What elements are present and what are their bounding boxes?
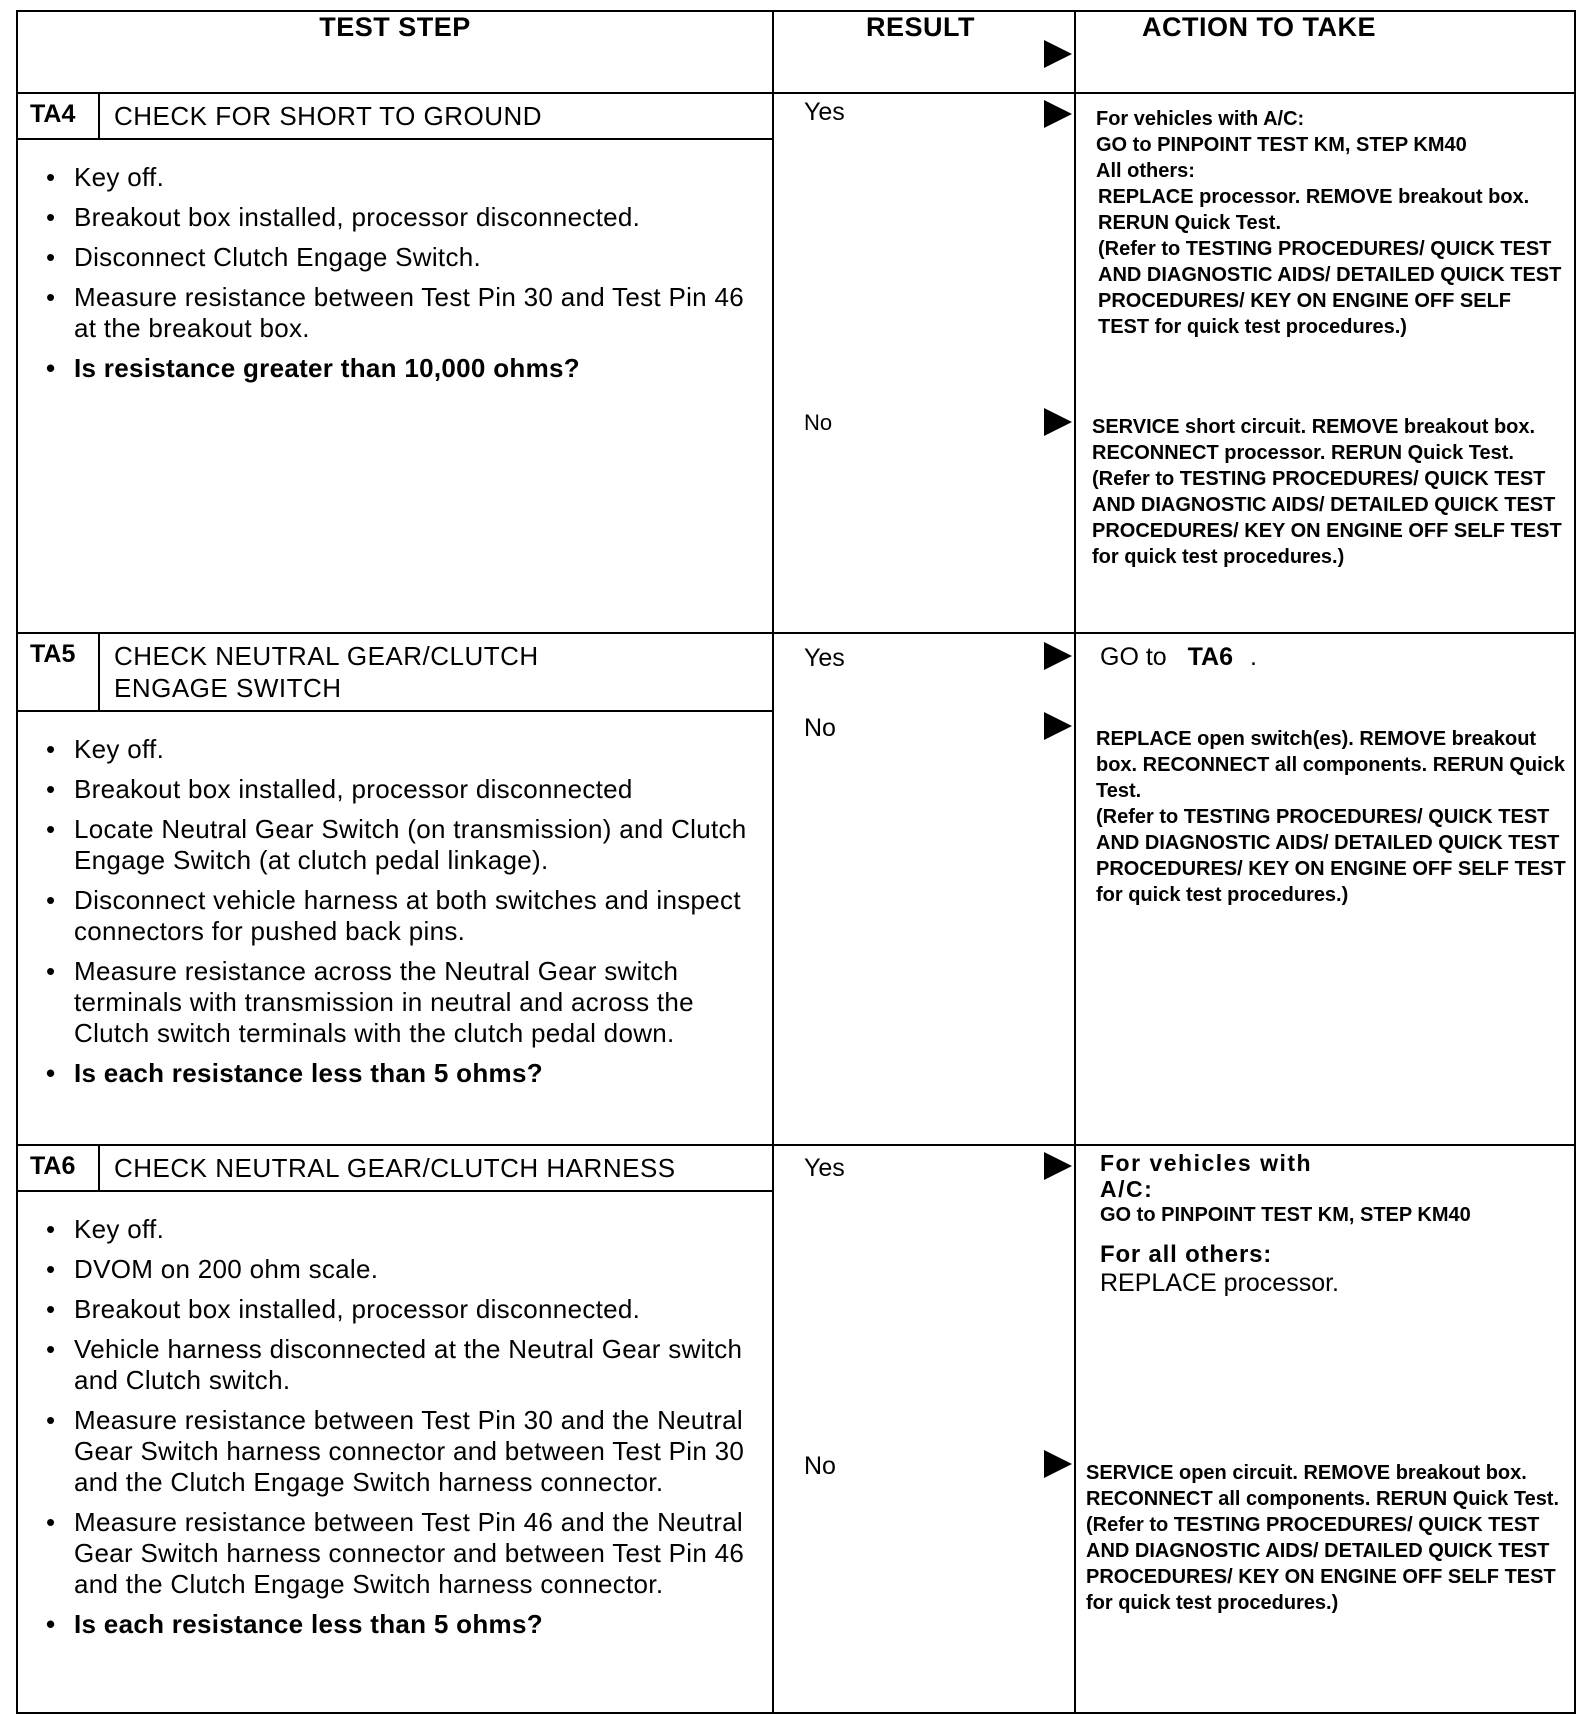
ta4-yes-label: Yes: [804, 98, 845, 126]
ta6-bullet-5: • Measure resistance between Test Pin 30 and the Neutral Gear Switch harness connector and between Test Pin 30 and the Clutch Engage Switch harness connector.: [46, 1405, 748, 1498]
ta6-bullet-2: • DVOM on 200 ohm scale.: [46, 1254, 748, 1285]
ta4-no-action-line-1: SERVICE short circuit. REMOVE breakout box. RECONNECT processor. RERUN Quick Test.: [1092, 416, 1536, 464]
ta4-question: • Is resistance greater than 10,000 ohms?: [46, 353, 748, 384]
ta4-no-label: No: [804, 410, 833, 435]
ta4-yes-action-line-2: GO to PINPOINT TEST KM, STEP KM40: [1096, 134, 1467, 156]
ta6-yes-action-line-4: REPLACE processor.: [1100, 1269, 1339, 1297]
ta6-yes-action-line-1: For vehicles with A/C:: [1100, 1150, 1313, 1202]
ta5-yes-action-suffix: .: [1249, 643, 1257, 671]
ta5-step-head: [18, 634, 772, 712]
ta4-bullet-3: • Disconnect Clutch Engage Switch.: [46, 242, 748, 273]
ta6-yes-action-line-2: GO to PINPOINT TEST KM, STEP KM40: [1100, 1204, 1471, 1226]
ta5-no-arrow-icon: [1044, 712, 1072, 740]
ta6-no-arrow-icon: [1044, 1450, 1072, 1478]
step-row-ta4: [17, 93, 1575, 633]
ta5-no-label: No: [804, 714, 836, 742]
ta6-bullets: [18, 1192, 772, 1640]
step-row-ta5: [17, 633, 1575, 1145]
ta5-bullet-1: • Key off.: [46, 734, 748, 765]
ta4-yes-action-line-5: (Refer to TESTING PROCEDURES/ QUICK TEST AND DIAGNOSTIC AIDS/ DETAILED QUICK TEST PROCEDURES/ KEY ON ENGINE OFF SELF TEST for quick test procedures.): [1098, 238, 1562, 338]
ta6-no-action-line-2: (Refer to TESTING PROCEDURES/ QUICK TEST AND DIAGNOSTIC AIDS/ DETAILED QUICK TEST PROCEDURES/ KEY ON ENGINE OFF SELF TEST for quick test procedures.): [1086, 1514, 1556, 1614]
ta4-bullet-4: • Measure resistance between Test Pin 30 and Test Pin 46 at the breakout box.: [46, 282, 748, 344]
ta5-action: [1075, 633, 1575, 1145]
ta5-bullet-4: • Disconnect vehicle harness at both switches and inspect connectors for pushed back pins.: [46, 885, 748, 947]
ta5-yes-action-target: TA6: [1187, 643, 1234, 671]
ta4-no-action-line-2: (Refer to TESTING PROCEDURES/ QUICK TEST AND DIAGNOSTIC AIDS/ DETAILED QUICK TEST PROCEDURES/ KEY ON ENGINE OFF SELF TEST for quick test procedures.): [1092, 468, 1562, 568]
ta4-result: [773, 93, 1075, 633]
ta4-step-head: [18, 94, 772, 140]
ta5-step-title: CHECK NEUTRAL GEAR/CLUTCH ENGAGE SWITCH: [114, 641, 539, 703]
ta4-bullet-2: • Breakout box installed, processor disconnected.: [46, 202, 748, 233]
ta6-bullet-3: • Breakout box installed, processor disconnected.: [46, 1294, 748, 1325]
ta6-bullet-4: • Vehicle harness disconnected at the Neutral Gear switch and Clutch switch.: [46, 1334, 748, 1396]
ta4-step-id: TA4: [18, 94, 100, 138]
ta6-yes-arrow-icon: [1044, 1152, 1072, 1180]
header-row: [17, 11, 1575, 93]
ta6-step-id: TA6: [18, 1146, 100, 1190]
ta6-result: [773, 1145, 1075, 1713]
ta6-no-label: No: [804, 1452, 836, 1480]
ta6-test-step: [17, 1145, 773, 1713]
ta4-bullet-1: • Key off.: [46, 162, 748, 193]
test-step-header: TEST STEP: [17, 11, 773, 93]
ta5-yes-arrow-icon: [1044, 642, 1072, 670]
ta6-yes-label: Yes: [804, 1154, 845, 1182]
ta4-yes-arrow-icon: [1044, 100, 1072, 128]
ta5-bullet-5: • Measure resistance across the Neutral Gear switch terminals with transmission in neutral and across the Clutch switch terminals with the clutch pedal down.: [46, 956, 748, 1049]
step-row-ta6: [17, 1145, 1575, 1713]
ta6-bullet-6: • Measure resistance between Test Pin 46 and the Neutral Gear Switch harness connector and between Test Pin 46 and the Clutch Engage Switch harness connector.: [46, 1507, 748, 1600]
ta4-yes-action: [1096, 106, 1566, 340]
ta5-question: • Is each resistance less than 5 ohms?: [46, 1058, 748, 1089]
result-header: [773, 11, 1075, 93]
ta6-step-title: CHECK NEUTRAL GEAR/CLUTCH HARNESS: [114, 1153, 676, 1183]
ta4-yes-action-line-4: REPLACE processor. REMOVE breakout box. RERUN Quick Test.: [1098, 186, 1530, 234]
ta6-yes-action-line-3: For all others:: [1100, 1241, 1273, 1268]
ta4-test-step: [17, 93, 773, 633]
ta4-step-title: CHECK FOR SHORT TO GROUND: [114, 101, 543, 131]
ta5-no-action: [1096, 726, 1566, 908]
ta5-no-action-line-2: (Refer to TESTING PROCEDURES/ QUICK TEST AND DIAGNOSTIC AIDS/ DETAILED QUICK TEST PROCEDURES/ KEY ON ENGINE OFF SELF TEST for quick test procedures.): [1096, 806, 1566, 906]
diagnostic-table: [16, 10, 1576, 1714]
ta5-bullet-3: • Locate Neutral Gear Switch (on transmission) and Clutch Engage Switch (at clutch pedal linkage).: [46, 814, 748, 876]
ta4-yes-action-line-3: All others:: [1096, 160, 1195, 182]
ta5-step-id: TA5: [18, 634, 100, 710]
ta5-bullets: [18, 712, 772, 1089]
ta5-result: [773, 633, 1075, 1145]
arrow-right-icon: [1044, 40, 1072, 68]
ta6-no-action-line-1: SERVICE open circuit. REMOVE breakout box. RECONNECT all components. RERUN Quick Test.: [1086, 1462, 1560, 1510]
ta5-no-action-line-1: REPLACE open switch(es). REMOVE breakout box. RECONNECT all components. RERUN Quick Test.: [1096, 728, 1565, 802]
ta6-step-head: [18, 1146, 772, 1192]
ta5-yes-label: Yes: [804, 644, 845, 672]
ta5-test-step: [17, 633, 773, 1145]
ta4-no-arrow-icon: [1044, 408, 1072, 436]
action-header: ACTION TO TAKE: [1075, 11, 1575, 93]
ta6-yes-action: [1100, 1150, 1566, 1298]
result-header-label: RESULT: [866, 12, 975, 42]
ta5-bullet-2: • Breakout box installed, processor disconnected: [46, 774, 748, 805]
ta5-yes-action-prefix: GO to: [1100, 643, 1167, 671]
ta6-no-action: [1086, 1460, 1566, 1616]
ta6-bullet-1: • Key off.: [46, 1214, 748, 1245]
ta4-no-action: [1092, 414, 1566, 570]
ta6-action: [1075, 1145, 1575, 1713]
ta4-action: [1075, 93, 1575, 633]
ta4-bullets: [18, 140, 772, 384]
ta6-question: • Is each resistance less than 5 ohms?: [46, 1609, 748, 1640]
ta5-yes-action: [1100, 642, 1566, 672]
ta4-yes-action-line-1: For vehicles with A/C:: [1096, 108, 1305, 130]
